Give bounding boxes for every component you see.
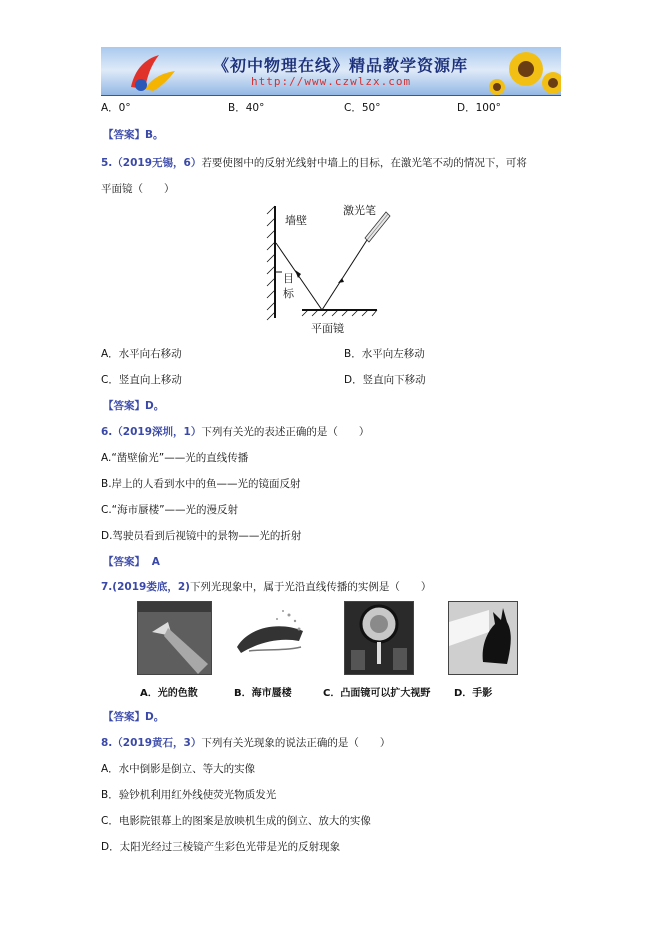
q7-figure-a	[137, 601, 212, 675]
prism-dispersion-icon	[138, 602, 211, 674]
question-source: （2019黄石，3）	[112, 737, 202, 749]
header-banner	[101, 47, 561, 95]
target-label-1: 目	[283, 272, 294, 285]
q6-option-d: D.驾驶员看到后视镜中的景物——光的折射	[101, 530, 302, 542]
answer-value: A	[151, 556, 160, 568]
header-rule	[101, 95, 561, 96]
question-source: （2019深圳，1）	[112, 426, 202, 438]
wall-hatching	[267, 206, 275, 320]
wall-label: 墙壁	[285, 214, 307, 227]
answer-label: 【答案】	[103, 711, 145, 723]
question-number: 6.	[101, 426, 113, 438]
question-stem: 下列光现象中，属于光沿直线传播的实例是（ ）	[189, 581, 432, 593]
q7-caption-c: C．凸面镜可以扩大视野	[323, 688, 431, 699]
q5-stem-line2: 平面镜（ ）	[101, 183, 175, 195]
q8-stem	[101, 736, 390, 750]
answer-value: B。	[145, 129, 164, 141]
answer-value: D。	[145, 400, 165, 412]
q6-option-a: A.“凿壁偷光”——光的直线传播	[101, 452, 249, 464]
question-number: 8.	[101, 737, 113, 749]
mirage-icon	[229, 601, 309, 673]
answer-value: D。	[145, 711, 165, 723]
q7-stem	[101, 580, 431, 594]
q4-option-c: C．50°	[344, 102, 381, 114]
incident-ray	[322, 240, 367, 310]
answer-label: 【答案】	[103, 400, 145, 412]
answer-label: 【答案】	[103, 129, 145, 141]
q5-diagram	[262, 198, 392, 338]
incident-arrow-icon	[338, 278, 344, 283]
q7-figure-d	[448, 601, 518, 675]
q7-figure-c	[344, 601, 414, 675]
question-stem: 若要使图中的反射光线射中墙上的目标，在激光笔不动的情况下，可将	[201, 157, 527, 169]
q6-answer	[103, 555, 160, 569]
q6-option-b: B.岸上的人看到水中的鱼——光的镜面反射	[101, 478, 301, 490]
q6-stem	[101, 425, 369, 439]
question-source: (2019娄底，2)	[112, 581, 190, 593]
target-label-2: 标	[283, 287, 294, 300]
q5-option-d: D．竖直向下移动	[344, 374, 426, 386]
banner-title: 《初中物理在线》精品教学资源库	[213, 56, 469, 75]
q8-option-a: A．水中倒影是倒立、等大的实像	[101, 763, 256, 775]
q5-answer	[103, 399, 164, 413]
mirror-label: 平面镜	[311, 322, 344, 335]
question-stem: 下列有关光现象的说法正确的是（ ）	[201, 737, 391, 749]
q4-option-a: A．0°	[101, 102, 131, 114]
q5-option-a: A．水平向右移动	[101, 348, 182, 360]
hand-shadow-icon	[449, 602, 517, 674]
convex-mirror-icon	[345, 602, 413, 674]
answer-label: 【答案】	[103, 556, 145, 568]
q4-option-d: D．100°	[457, 102, 501, 114]
q5-stem-line1	[101, 156, 527, 170]
q7-caption-d: D．手影	[454, 688, 493, 699]
sunflower-icon	[489, 52, 561, 95]
question-source: （2019无锡，6）	[112, 157, 202, 169]
question-number: 7.	[101, 581, 113, 593]
q7-caption-b: B．海市蜃楼	[234, 688, 292, 699]
q8-option-d: D．太阳光经过三棱镜产生彩色光带是光的反射现象	[101, 841, 341, 853]
q7-answer	[103, 710, 164, 724]
reflected-arrow-icon	[295, 270, 301, 278]
q4-answer	[103, 128, 164, 142]
q4-option-b: B．40°	[228, 102, 265, 114]
question-stem: 下列有关光的表述正确的是（ ）	[201, 426, 370, 438]
banner-url[interactable]: http://www.czwlzx.com	[251, 75, 412, 88]
q7-caption-a: A．光的色散	[140, 688, 198, 699]
q8-option-b: B．验钞机利用红外线使荧光物质发光	[101, 789, 277, 801]
q5-option-b: B．水平向左移动	[344, 348, 425, 360]
q8-option-c: C．电影院银幕上的图案是放映机生成的倒立、放大的实像	[101, 815, 371, 827]
q5-option-c: C．竖直向上移动	[101, 374, 182, 386]
question-number: 5.	[101, 157, 113, 169]
laser-label: 激光笔	[343, 204, 376, 217]
q7-figure-b	[229, 601, 309, 673]
q6-option-c: C.“海市蜃楼”——光的漫反射	[101, 504, 239, 516]
